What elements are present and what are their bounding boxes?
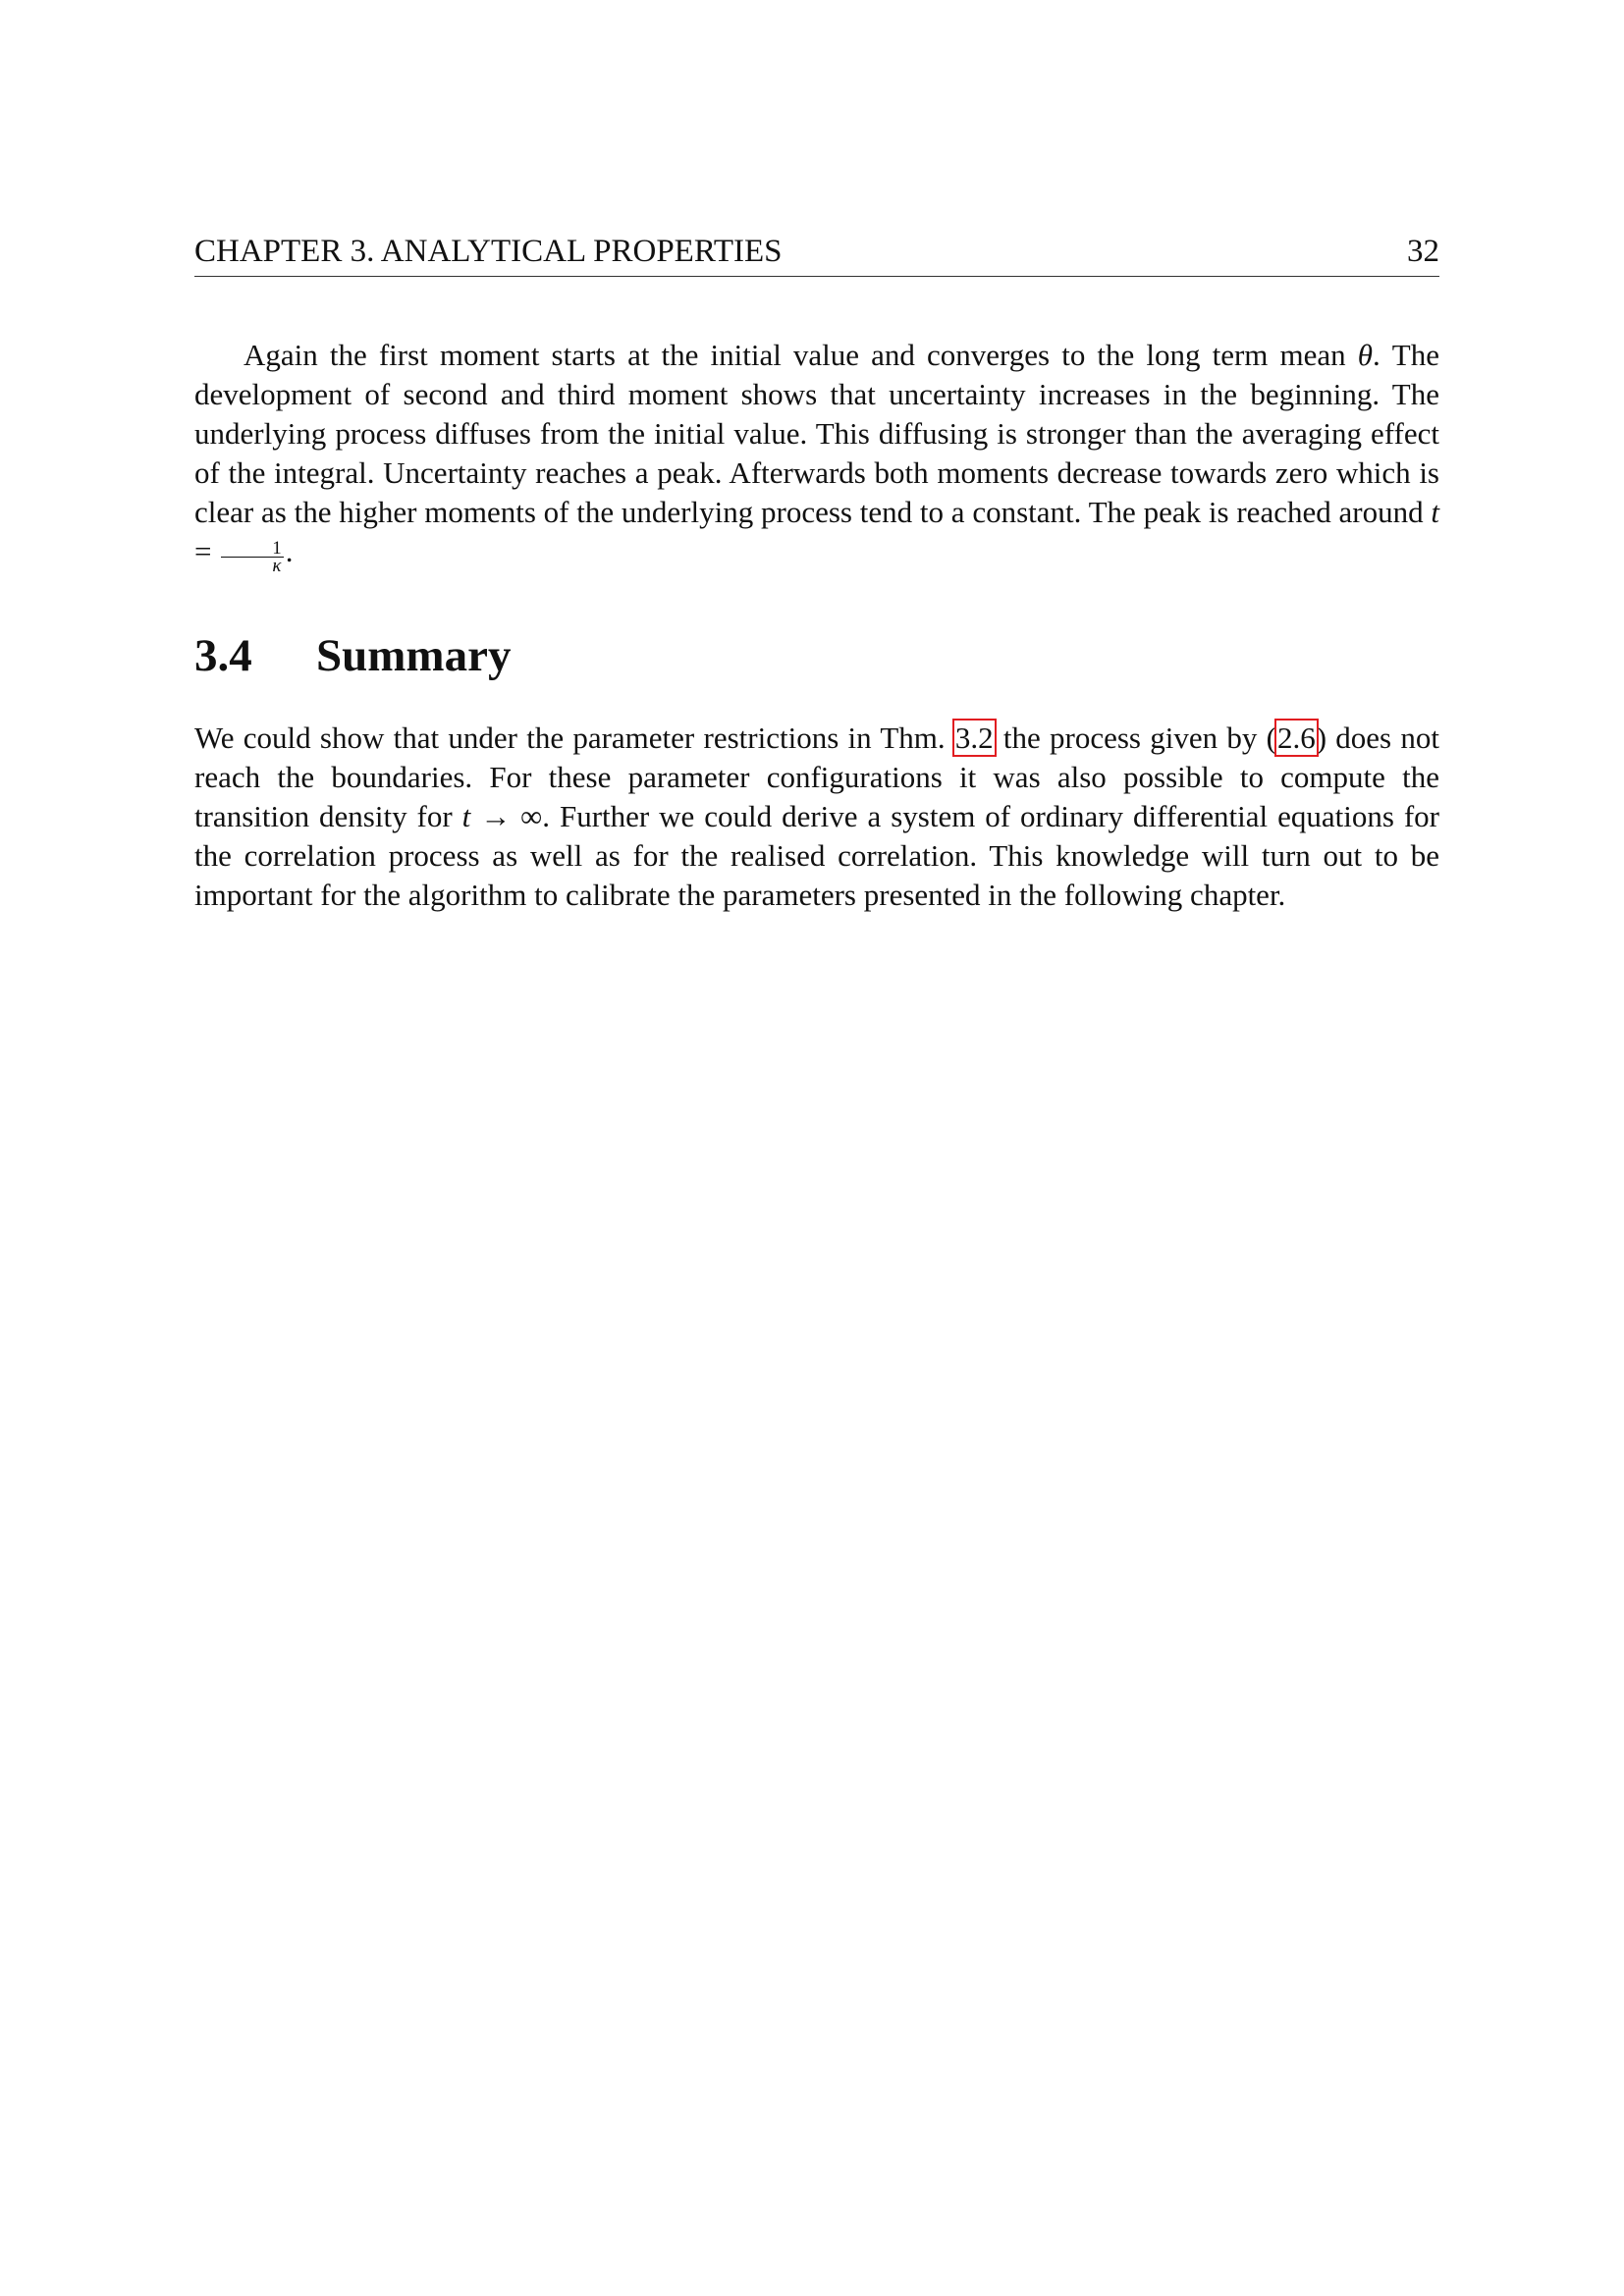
section-heading bbox=[194, 628, 511, 683]
para1-end: . bbox=[285, 534, 294, 568]
equals-sign: = bbox=[194, 534, 220, 568]
paragraph-moments bbox=[194, 336, 1439, 574]
para2-text-d: . Further we could derive a system of ordinary differential equations for the correlation process as well as for the realised correlation. This knowledge will turn out to be important for the algorithm to calibrate the parameters presented in the following chapter. bbox=[194, 799, 1439, 912]
variable-t-summary: t bbox=[461, 799, 471, 833]
para1-text-a: Again the first moment starts at the initial value and converges to the long term mean bbox=[244, 338, 1358, 372]
para2-text-c: ) does not reach the boundaries. For these parameter configurations it was also possible to compute the transition density for bbox=[194, 721, 1439, 833]
para1-text-b: . The development of second and third moment shows that uncertainty increases in the beginning. The underlying process diffuses from the initial value. This diffusing is stronger than the averaging effect of the integral. Uncertainty reaches a peak. Afterwards both moments decrease towards zero which is clear as the higher moments of the underlying process tend to a constant. The peak is reached around bbox=[194, 338, 1439, 529]
page-number: 32 bbox=[1407, 234, 1439, 269]
theta-symbol: θ bbox=[1357, 338, 1373, 372]
section-title: Summary bbox=[316, 630, 512, 681]
running-header bbox=[194, 234, 1439, 277]
fraction-denominator: κ bbox=[272, 556, 282, 576]
section-number: 3.4 bbox=[194, 630, 252, 681]
limit-arrow-infinity: → ∞ bbox=[470, 799, 543, 833]
theorem-reference-link[interactable]: 3.2 bbox=[954, 721, 994, 755]
equation-reference-link[interactable]: 2.6 bbox=[1276, 721, 1316, 755]
para2-text-b: the process given by ( bbox=[994, 721, 1276, 755]
fraction-numerator: 1 bbox=[221, 540, 284, 558]
para2-text-a: We could show that under the parameter restrictions in Thm. bbox=[194, 721, 954, 755]
fraction-one-over-kappa bbox=[221, 540, 284, 574]
paragraph-summary bbox=[194, 719, 1439, 915]
variable-t: t bbox=[1431, 495, 1439, 529]
chapter-title: CHAPTER 3. ANALYTICAL PROPERTIES bbox=[194, 234, 783, 269]
